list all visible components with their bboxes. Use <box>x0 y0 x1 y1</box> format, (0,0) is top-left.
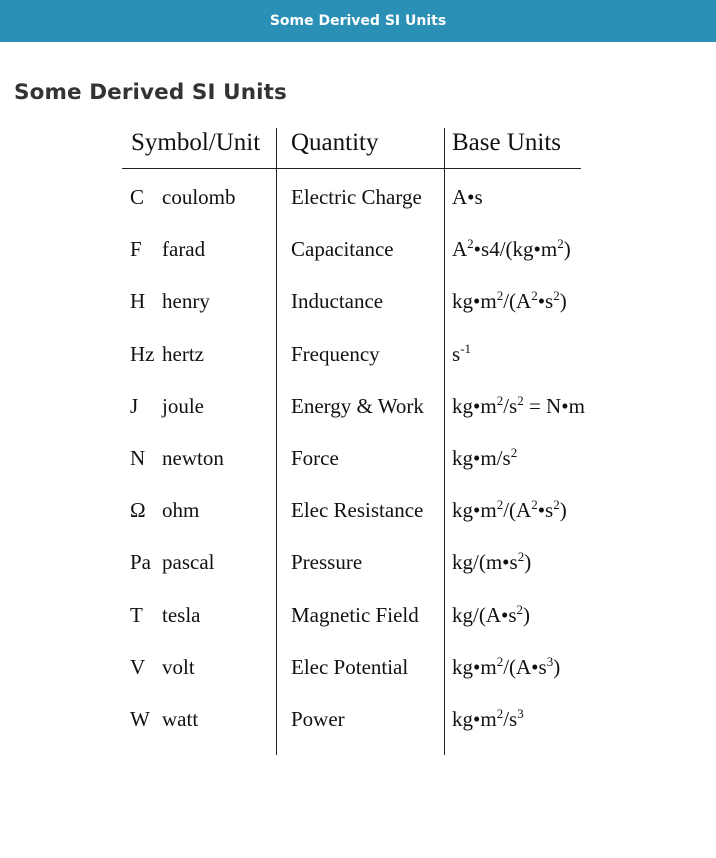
base-units: $s^{-1}$ <box>452 340 472 366</box>
base-units: $kg•m^2/s^2$ = N•m <box>452 392 585 418</box>
unit-symbol: J <box>130 393 139 418</box>
top-title: Some Derived SI Units <box>269 13 447 29</box>
table-row <box>122 690 602 742</box>
unit-name: newton <box>162 445 224 470</box>
unit-name: joule <box>162 393 204 418</box>
base-units: $kg•m^2/(A•s^3)$ <box>452 653 561 679</box>
column-header-quantity: Quantity <box>291 129 379 156</box>
base-units: $kg/(m•s^2)$ <box>452 549 532 575</box>
base-units: $kg•m^2/(A^2•s^2)$ <box>452 288 567 314</box>
unit-symbol: Ω <box>130 498 146 523</box>
table-row <box>122 377 602 429</box>
unit-name: coulomb <box>162 185 236 209</box>
unit-symbol: Hz <box>130 341 155 366</box>
table-row <box>122 481 602 533</box>
unit-name: watt <box>162 706 199 731</box>
unit-symbol: F <box>130 237 142 262</box>
quantity: Energy & Work <box>291 393 424 418</box>
quantity: Magnetic Field <box>291 602 419 627</box>
base-units: $kg•m^2/s^3$ <box>452 705 524 731</box>
unit-symbol: C <box>130 185 145 209</box>
quantity: Elec Potential <box>291 654 409 679</box>
table-row <box>122 220 602 272</box>
base-units: $A^2•s4/(kg•m^2)$ <box>452 236 571 262</box>
table-row <box>122 168 602 220</box>
base-units: $kg•m^2/(A^2•s^2)$ <box>452 497 567 523</box>
quantity: Power <box>291 706 345 731</box>
table-body <box>122 168 602 742</box>
quantity: Force <box>291 445 339 470</box>
table-row <box>122 638 602 690</box>
base-units: $kg/(A•s^2)$ <box>452 601 531 627</box>
table-row <box>122 272 602 324</box>
unit-name: farad <box>162 237 206 262</box>
quantity: Inductance <box>291 289 384 314</box>
unit-symbol: N <box>130 445 146 470</box>
table-row <box>122 325 602 377</box>
unit-name: pascal <box>162 550 215 575</box>
top-title-bar <box>0 0 716 42</box>
unit-name: volt <box>162 654 195 679</box>
quantity: Electric Charge <box>291 185 422 209</box>
quantity: Capacitance <box>291 237 394 262</box>
si-units-table <box>122 128 585 755</box>
unit-name: henry <box>162 289 210 314</box>
page-heading: Some Derived SI Units <box>14 80 287 105</box>
quantity: Frequency <box>291 341 380 366</box>
table-row <box>122 429 602 481</box>
unit-name: tesla <box>162 602 201 627</box>
table-header <box>122 128 582 168</box>
quantity: Elec Resistance <box>291 498 424 523</box>
unit-symbol: Pa <box>130 550 151 575</box>
base-units: A•s <box>452 185 483 209</box>
base-units: $kg•m/s^2$ <box>452 444 518 470</box>
table-row <box>122 533 602 585</box>
unit-symbol: H <box>130 289 146 314</box>
column-header-symbol-unit: Symbol/Unit <box>131 129 261 156</box>
unit-symbol: T <box>130 602 143 627</box>
unit-name: hertz <box>162 341 204 366</box>
quantity: Pressure <box>291 550 363 575</box>
column-header-base-units: Base Units <box>452 129 562 156</box>
unit-symbol: W <box>130 706 150 731</box>
unit-name: ohm <box>162 498 200 523</box>
table-row <box>122 586 602 638</box>
unit-symbol: V <box>130 654 146 679</box>
